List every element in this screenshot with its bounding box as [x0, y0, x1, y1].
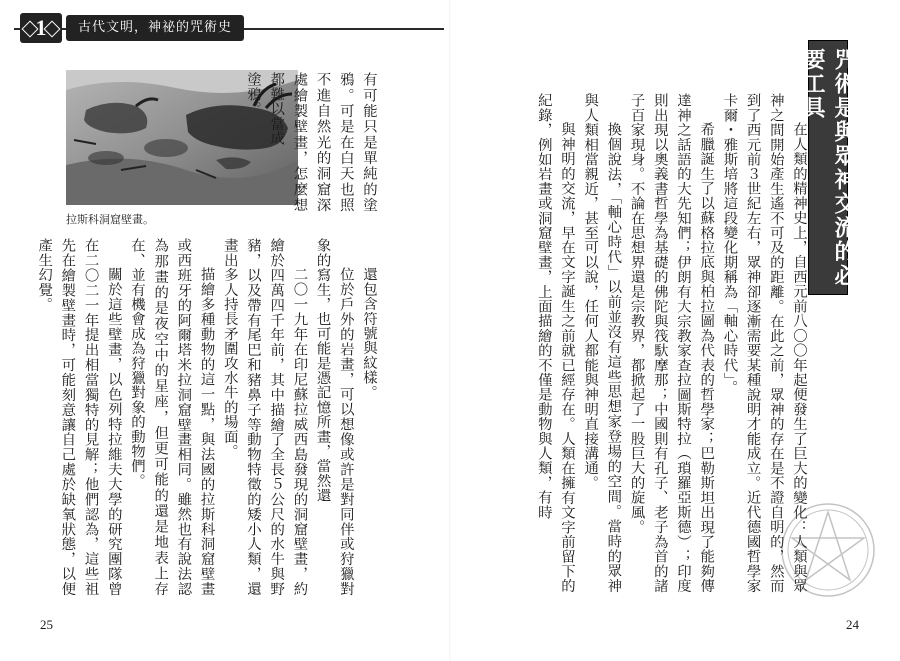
paragraph: 塗鴉。	[244, 72, 261, 117]
section-title-bar	[800, 40, 856, 295]
paragraph: 二〇一九年在印尼蘇拉威西島發現的洞窟壁畫，約繪於四萬四千年前，其中描繪了全長５公尺的水牛與野豬，以及帶有尾巴和豬鼻子等動物特徵的矮小人類，還畫出多人持長矛圍攻水牛的場面。	[221, 238, 308, 596]
page-number-right: 24	[846, 617, 859, 632]
paragraph: 換個說法，「軸心時代」以前並沒有這些思想家登場的空間。當時的眾神與人類相當親近，甚至可以說，任何人都能與神明直接溝通。	[582, 93, 622, 593]
right-page-text	[532, 93, 810, 593]
paragraph: 關於這些壁畫，以色列特拉維夫大學的研究團隊曾在二〇二一年提出相當獨特的見解；他們認為，這些祖先在繪製壁畫時，可能刻意讓自己處於缺氧狀態，以便產生幻覺。	[36, 238, 122, 596]
chapter-number: 1	[35, 15, 47, 40]
figure-caption: 拉斯科洞窟壁畫。	[66, 213, 154, 226]
paragraph: 位於戶外的岩畫，可以想像或許是對同伴或狩獵對象的寫生，也可能是憑記憶所畫，當然還	[314, 238, 354, 596]
pentagram-icon	[778, 500, 878, 600]
book-gutter	[449, 0, 451, 661]
paragraph: 與神明的交流，早在文字誕生之前就已經存在。人類在擁有文字前留下的紀錄，例如岩畫或洞窟壁畫，上面描繪的不僅是動物與人類，有時	[535, 93, 575, 593]
paragraph: 希臘誕生了以蘇格拉底與柏拉圖為代表的哲學家；巴勒斯坦出現了能夠傳達神之話語的大先知們；伊朗有大宗教家查拉圖斯特拉（瑣羅亞斯德）；印度則出現以奧義書哲學為基礎的佛陀與筏馱摩那；中國則有孔子、老子為首的諸子百家現身。不論在思想界還是宗教界，都掀起了一股巨大的旋風。	[628, 93, 715, 593]
paragraph: 在人類的精神史上，自西元前八〇〇年起便發生了巨大的變化：人類與眾神之間開始產生遙不可及的距離。在此之前，眾神的存在是不證自明的，然而到了西元前３世紀左右，眾神卻逐漸需要某種說明才能成立。近代德國哲學家卡爾・雅斯培將這段變化期稱為「軸心時代」。	[721, 93, 807, 593]
paragraph: 有可能只是單純的塗鴉。可是在白天也照不進自然光的洞窟深處繪製壁畫，怎麼想都難以當成	[268, 72, 377, 212]
section-title: 咒術是與眾神交流的必要工具	[800, 48, 856, 288]
chapter-badge	[20, 13, 62, 43]
chapter-title: 古代文明，神祕的咒術史	[66, 15, 244, 41]
left-page-text	[32, 238, 380, 596]
left-page-text-upper	[241, 72, 380, 212]
page-number-left: 25	[40, 617, 53, 632]
paragraph: 還包含符號與紋樣。	[361, 266, 377, 400]
paragraph: 描繪多種動物的這一點，與法國的拉斯科洞窟壁畫或西班牙的阿爾塔米拉洞窟壁畫相同。雖然也有說法認為那畫的是夜空中的星座，但更可能的還是地表上存在、並有機會成為狩獵對象的動物們。	[128, 238, 215, 596]
